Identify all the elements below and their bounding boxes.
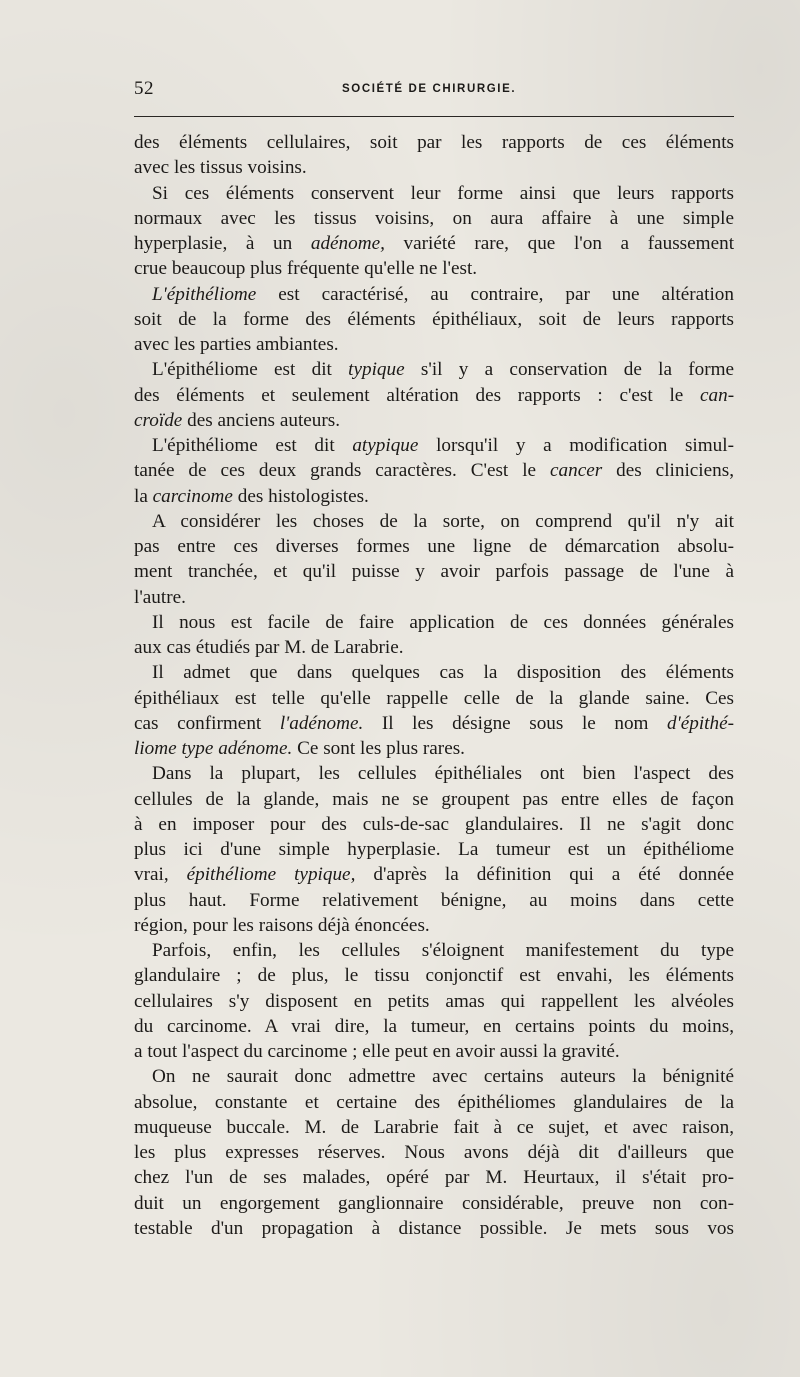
text-line: duit un engorgement ganglionnaire considérable, preuve non con-: [134, 1192, 734, 1214]
page-number: 52: [134, 78, 154, 99]
text-line: absolue, constante et certaine des épithéliomes glandulaires de la: [134, 1091, 734, 1113]
text-line: à en imposer pour des culs-de-sac glandulaires. Il ne s'agit donc: [134, 813, 734, 835]
text-line: liome type adénome. Ce sont les plus rares.: [134, 738, 465, 759]
text-line: muqueuse buccale. M. de Larabrie fait à ce sujet, et avec raison,: [134, 1116, 734, 1138]
page-header: [134, 78, 734, 104]
text-line: l'autre.: [134, 586, 186, 608]
text-line: épithéliaux est telle qu'elle rappelle celle de la glande saine. Ces: [134, 687, 734, 709]
text-line: des éléments cellulaires, soit par les rapports de ces éléments: [134, 132, 734, 153]
text-line: normaux avec les tissus voisins, on aura affaire à une simple: [134, 207, 734, 229]
text-line: des éléments et seulement altération des rapports : c'est le can-: [134, 384, 735, 406]
text-line: Parfois, enfin, les cellules s'éloignent manifestement du type: [152, 940, 734, 961]
text-line: cellules de la glande, mais ne se groupent pas entre elles de façon: [134, 788, 734, 810]
text-line: Il nous est facile de faire application de ces données générales: [152, 611, 734, 633]
body-text: [134, 130, 734, 1241]
text-line: pas entre ces diverses formes une ligne de démarcation absolu-: [134, 536, 734, 557]
text-line: L'épithéliome est dit typique s'il y a conservation de la forme: [152, 359, 735, 381]
text-line: plus haut. Forme relativement bénigne, au moins dans cette: [134, 889, 734, 911]
text-line: Si ces éléments conservent leur forme ainsi que leurs rapports: [152, 182, 734, 204]
text-line: L'épithéliome est caractérisé, au contraire, par une altération: [152, 283, 734, 305]
text-line: cas confirment l'adénome. Il les désigne sous le nom d'épithé-: [134, 712, 735, 734]
text-line: aux cas étudiés par M. de Larabrie.: [134, 637, 404, 658]
text-line: A considérer les choses de la sorte, on comprend qu'il n'y ait: [152, 510, 734, 532]
text-line: hyperplasie, à un adénome, variété rare, que l'on a faussement: [134, 233, 735, 254]
text-line: cellulaires s'y disposent en petits amas qui rappellent les alvéoles: [134, 990, 734, 1012]
text-line: ment tranchée, et qu'il puisse y avoir parfois passage de l'une à: [134, 561, 734, 583]
text-line: vrai, épithéliome typique, d'après la définition qui a été donnée: [134, 864, 735, 886]
text-line: croïde des anciens auteurs.: [134, 409, 341, 431]
text-line: On ne saurait donc admettre avec certains auteurs la bénignité: [152, 1066, 734, 1088]
text-line: région, pour les raisons déjà énoncées.: [134, 914, 430, 936]
text-line: crue beaucoup plus fréquente qu'elle ne l'est.: [134, 258, 478, 280]
text-line: L'épithéliome est dit atypique lorsqu'il y a modification simul-: [152, 435, 734, 456]
text-line: les plus expresses réserves. Nous avons déjà dit d'ailleurs que: [134, 1142, 734, 1163]
text-line: soit de la forme des éléments épithéliaux, soit de leurs rapports: [134, 308, 734, 330]
running-title: SOCIÉTÉ DE CHIRURGIE.: [342, 83, 517, 95]
text-line: glandulaire ; de plus, le tissu conjonctif est envahi, les éléments: [134, 965, 734, 987]
text-line: avec les parties ambiantes.: [134, 334, 339, 355]
text-line: la carcinome des histologistes.: [134, 485, 369, 507]
text-line: a tout l'aspect du carcinome ; elle peut en avoir aussi la gravité.: [134, 1041, 620, 1062]
text-line: avec les tissus voisins.: [134, 157, 307, 179]
text-line: Il admet que dans quelques cas la disposition des éléments: [152, 662, 734, 684]
text-line: plus ici d'une simple hyperplasie. La tumeur est un épithéliome: [134, 839, 734, 860]
text-line: testable d'un propagation à distance possible. Je mets sous vos: [134, 1217, 734, 1239]
text-line: du carcinome. A vrai dire, la tumeur, en certains points du moins,: [134, 1015, 734, 1037]
text-line: Dans la plupart, les cellules épithéliales ont bien l'aspect des: [152, 763, 734, 785]
text-line: chez l'un de ses malades, opéré par M. Heurtaux, il s'était pro-: [134, 1167, 734, 1189]
header-rule: [134, 116, 734, 117]
text-line: tanée de ces deux grands caractères. C'est le cancer des cliniciens,: [134, 460, 734, 482]
